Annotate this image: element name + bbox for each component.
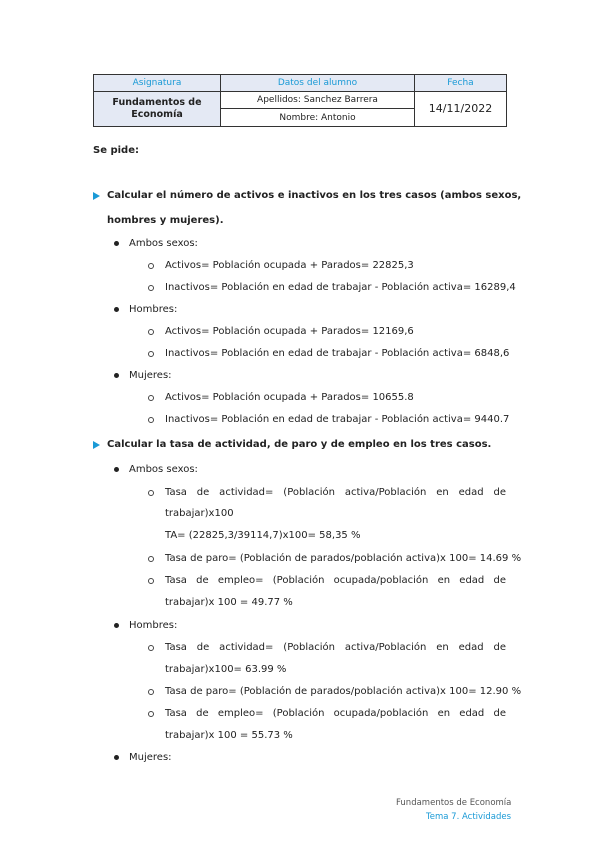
q1-mujeres-label: Mujeres: bbox=[129, 370, 172, 381]
q2-ambos-ta-line3: TA= (22825,3/39114,7)x100= 58,35 % bbox=[165, 530, 361, 541]
q2-ambos-te-line1: Tasa de empleo= (Población ocupada/población en edad de bbox=[165, 575, 506, 586]
footer-course: Fundamentos de Economía bbox=[396, 798, 512, 808]
arrow-bullet-icon bbox=[93, 441, 100, 449]
q2-mujeres-label: Mujeres: bbox=[129, 752, 172, 763]
q2-ambos-ta-line2: trabajar)x100 bbox=[165, 508, 234, 519]
bullet-circle-icon bbox=[148, 689, 154, 695]
bullet-circle-icon bbox=[148, 329, 154, 335]
bullet-circle-icon bbox=[148, 578, 154, 584]
q2-ambos-tp: Tasa de paro= (Población de parados/población activa)x 100= 14.69 % bbox=[165, 553, 522, 564]
subject-name: Fundamentos de Economía bbox=[94, 91, 221, 126]
student-surname: Apellidos: Sanchez Barrera bbox=[221, 91, 415, 109]
q1-title-line2: hombres y mujeres). bbox=[107, 215, 224, 226]
bullet-circle-icon bbox=[148, 645, 154, 651]
q1-title-line1: Calcular el número de activos e inactivos en los tres casos (ambos sexos, bbox=[107, 190, 522, 201]
footer-topic: Tema 7. Actividades bbox=[426, 812, 512, 822]
bullet-circle-icon bbox=[148, 711, 154, 717]
header-subject-label: Asignatura bbox=[94, 75, 221, 92]
q2-hombres-ta-line2: trabajar)x100= 63.99 % bbox=[165, 664, 287, 675]
q1-ambos-label: Ambos sexos: bbox=[129, 238, 198, 249]
q2-ambos-label: Ambos sexos: bbox=[129, 464, 198, 475]
q2-hombres-ta-line1: Tasa de actividad= (Población activa/Población en edad de bbox=[165, 642, 506, 653]
bullet-dot-icon bbox=[114, 467, 119, 472]
bullet-circle-icon bbox=[148, 395, 154, 401]
bullet-circle-icon bbox=[148, 556, 154, 562]
bullet-circle-icon bbox=[148, 285, 154, 291]
q2-title: Calcular la tasa de actividad, de paro y de empleo en los tres casos. bbox=[107, 439, 492, 450]
intro-heading: Se pide: bbox=[93, 145, 139, 156]
q2-hombres-label: Hombres: bbox=[129, 620, 178, 631]
q1-ambos-inactivos: Inactivos= Población en edad de trabajar - Población activa= 16289,4 bbox=[165, 282, 516, 293]
q2-ambos-ta-line1: Tasa de actividad= (Población activa/Población en edad de bbox=[165, 487, 506, 498]
q1-ambos-activos: Activos= Población ocupada + Parados= 22825,3 bbox=[165, 260, 414, 271]
q1-hombres-label: Hombres: bbox=[129, 304, 178, 315]
q1-hombres-activos: Activos= Población ocupada + Parados= 12169,6 bbox=[165, 326, 414, 337]
q1-hombres-inactivos: Inactivos= Población en edad de trabajar - Población activa= 6848,6 bbox=[165, 348, 510, 359]
bullet-circle-icon bbox=[148, 263, 154, 269]
bullet-dot-icon bbox=[114, 373, 119, 378]
header-date-label: Fecha bbox=[415, 75, 507, 92]
bullet-dot-icon bbox=[114, 623, 119, 628]
header-table bbox=[93, 74, 507, 127]
arrow-bullet-icon bbox=[93, 192, 100, 200]
bullet-circle-icon bbox=[148, 417, 154, 423]
bullet-dot-icon bbox=[114, 307, 119, 312]
bullet-circle-icon bbox=[148, 490, 154, 496]
q2-hombres-te-line1: Tasa de empleo= (Población ocupada/población en edad de bbox=[165, 708, 506, 719]
q2-hombres-te-line2: trabajar)x 100 = 55.73 % bbox=[165, 730, 293, 741]
header-student-label: Datos del alumno bbox=[221, 75, 415, 92]
bullet-dot-icon bbox=[114, 241, 119, 246]
submission-date: 14/11/2022 bbox=[415, 91, 507, 126]
bullet-dot-icon bbox=[114, 755, 119, 760]
q2-hombres-tp: Tasa de paro= (Población de parados/población activa)x 100= 12.90 % bbox=[165, 686, 522, 697]
q1-mujeres-activos: Activos= Población ocupada + Parados= 10655.8 bbox=[165, 392, 414, 403]
bullet-circle-icon bbox=[148, 351, 154, 357]
q1-mujeres-inactivos: Inactivos= Población en edad de trabajar - Población activa= 9440.7 bbox=[165, 414, 510, 425]
student-name: Nombre: Antonio bbox=[221, 109, 415, 127]
q2-ambos-te-line2: trabajar)x 100 = 49.77 % bbox=[165, 597, 293, 608]
